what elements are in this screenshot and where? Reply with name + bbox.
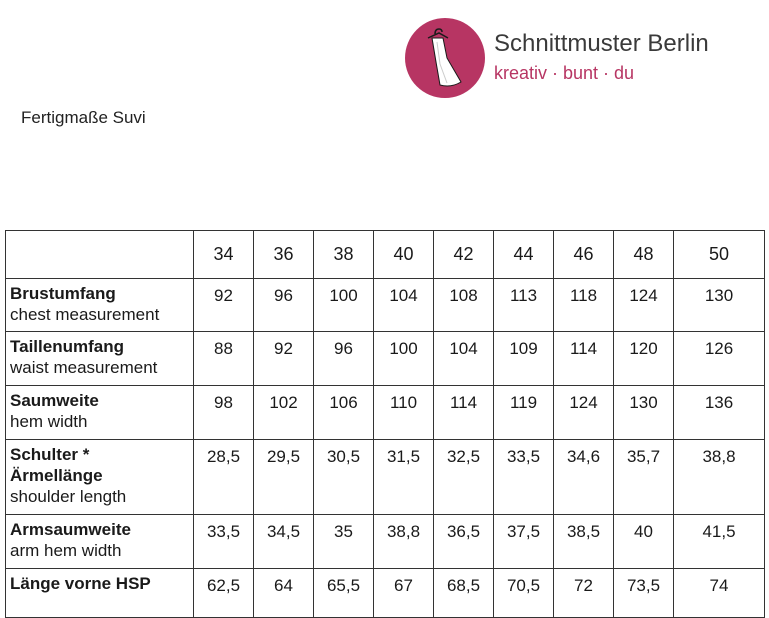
table-row-arm-hem-width xyxy=(6,515,765,569)
table-cell: 64 xyxy=(254,569,314,618)
brand-tagline: kreativ · bunt · du xyxy=(494,63,635,83)
table-row-waist xyxy=(6,332,765,386)
table-cell: 29,5 xyxy=(254,440,314,515)
table-cell: 104 xyxy=(434,332,494,386)
table-row-front-length-hsp xyxy=(6,569,765,618)
table-cell: 102 xyxy=(254,386,314,440)
table-cell: 38,8 xyxy=(374,515,434,569)
row-label-de: Taillenumfang xyxy=(10,337,124,356)
table-cell: 98 xyxy=(194,386,254,440)
table-cell: 31,5 xyxy=(374,440,434,515)
table-cell: 119 xyxy=(494,386,554,440)
table-cell: 114 xyxy=(434,386,494,440)
table-cell: 38,5 xyxy=(554,515,614,569)
table-cell: 92 xyxy=(254,332,314,386)
table-cell: 28,5 xyxy=(194,440,254,515)
size-header: 36 xyxy=(254,231,314,279)
table-cell: 33,5 xyxy=(494,440,554,515)
table-cell: 34,5 xyxy=(254,515,314,569)
table-cell: 96 xyxy=(254,279,314,332)
row-label-de: Armsaumweite xyxy=(10,520,131,539)
table-cell: 109 xyxy=(494,332,554,386)
table-cell: 30,5 xyxy=(314,440,374,515)
row-label-de: Länge vorne HSP xyxy=(10,574,151,593)
dress-on-hanger-icon xyxy=(405,18,485,98)
table-cell: 108 xyxy=(434,279,494,332)
table-cell: 34,6 xyxy=(554,440,614,515)
table-cell: 124 xyxy=(614,279,674,332)
table-cell: 100 xyxy=(314,279,374,332)
table-cell: 104 xyxy=(374,279,434,332)
document-title: Fertigmaße Suvi xyxy=(21,108,146,127)
table-cell: 100 xyxy=(374,332,434,386)
row-label xyxy=(6,515,194,569)
table-cell: 41,5 xyxy=(674,515,765,569)
table-cell: 92 xyxy=(194,279,254,332)
table-cell: 62,5 xyxy=(194,569,254,618)
table-cell: 35,7 xyxy=(614,440,674,515)
table-cell: 72 xyxy=(554,569,614,618)
size-header: 50 xyxy=(674,231,765,279)
table-cell: 114 xyxy=(554,332,614,386)
row-label-en: waist measurement xyxy=(10,358,158,377)
size-header: 44 xyxy=(494,231,554,279)
size-header: 38 xyxy=(314,231,374,279)
row-label-en: hem width xyxy=(10,412,88,431)
size-header: 40 xyxy=(374,231,434,279)
table-cell: 40 xyxy=(614,515,674,569)
size-header: 42 xyxy=(434,231,494,279)
row-label-de: Brustumfang xyxy=(10,284,116,303)
row-label xyxy=(6,569,194,618)
table-cell: 113 xyxy=(494,279,554,332)
table-cell: 70,5 xyxy=(494,569,554,618)
table-cell: 110 xyxy=(374,386,434,440)
row-label-de: Saumweite xyxy=(10,391,99,410)
row-label xyxy=(6,386,194,440)
brand-block xyxy=(494,29,709,85)
table-cell: 130 xyxy=(674,279,765,332)
size-header: 48 xyxy=(614,231,674,279)
table-cell: 118 xyxy=(554,279,614,332)
row-label-de: Schulter * xyxy=(10,445,90,464)
table-cell: 33,5 xyxy=(194,515,254,569)
row-label-en: chest measurement xyxy=(10,305,160,324)
table-cell: 32,5 xyxy=(434,440,494,515)
table-row-chest xyxy=(6,279,765,332)
size-header: 46 xyxy=(554,231,614,279)
table-cell: 120 xyxy=(614,332,674,386)
row-label-en: shoulder length xyxy=(10,487,127,506)
measurement-table xyxy=(5,230,765,618)
table-cell: 68,5 xyxy=(434,569,494,618)
table-cell: 136 xyxy=(674,386,765,440)
table-cell: 67 xyxy=(374,569,434,618)
table-cell: 126 xyxy=(674,332,765,386)
table-cell: 65,5 xyxy=(314,569,374,618)
table-cell: 36,5 xyxy=(434,515,494,569)
header-corner xyxy=(6,231,194,279)
brand-name: Schnittmuster Berlin xyxy=(494,30,709,57)
table-cell: 38,8 xyxy=(674,440,765,515)
table-cell: 35 xyxy=(314,515,374,569)
row-label-en: arm hem width xyxy=(10,541,122,560)
logo xyxy=(405,18,485,98)
row-label xyxy=(6,279,194,332)
table-cell: 73,5 xyxy=(614,569,674,618)
row-label xyxy=(6,332,194,386)
table-cell: 88 xyxy=(194,332,254,386)
size-header-row xyxy=(6,231,765,279)
table-cell: 74 xyxy=(674,569,765,618)
row-label xyxy=(6,440,194,515)
table-cell: 37,5 xyxy=(494,515,554,569)
size-header: 34 xyxy=(194,231,254,279)
table-cell: 124 xyxy=(554,386,614,440)
table-cell: 96 xyxy=(314,332,374,386)
table-cell: 130 xyxy=(614,386,674,440)
table-row-shoulder-length xyxy=(6,440,765,515)
table-cell: 106 xyxy=(314,386,374,440)
row-label-de-line2: Ärmellänge xyxy=(10,466,103,485)
table-row-hem-width xyxy=(6,386,765,440)
